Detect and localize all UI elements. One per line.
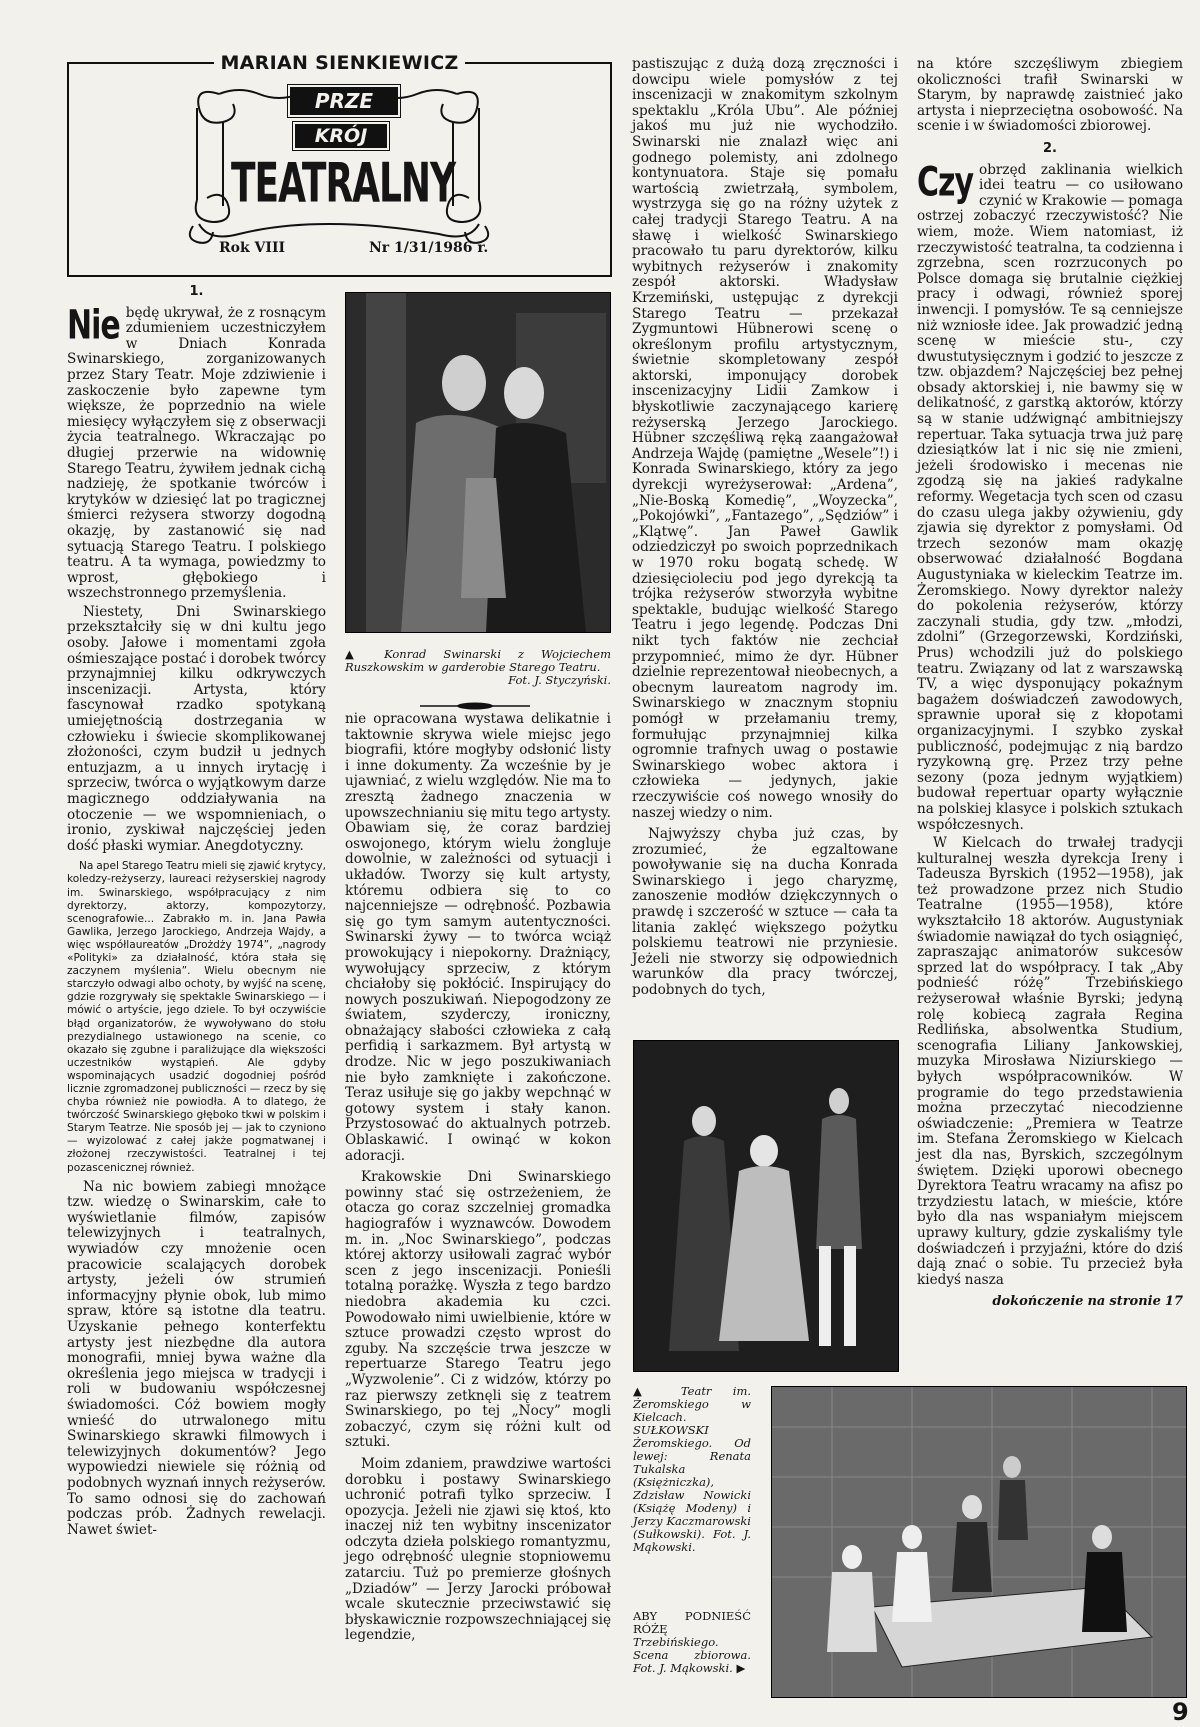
photo-rose-scene <box>771 1386 1187 1698</box>
section-number: 2. <box>1043 140 1057 156</box>
issue-label: Nr 1/31/1986 r. <box>369 240 489 256</box>
article-paragraph: Na nic bowiem zabiegi mnożące tzw. wiedzę o Swinarskim, całe to wyświetlanie filmów, zapisów telewizyjnych i teatralnych, wywiadów czy mnożenie ocen pracowicie scalających dorobek artysty, jeżeli ów strumień informacyjny płynie obok, lub mimo spraw, które są istotne dla teatru. Uzyskanie pełnego konterfektu artysty jest niezbędne dla autora monografii, mniej bywa ważne dla określenia jego miejsca w tradycji i roli w budowaniu współczesnej świadomości. Cóż bowiem mogły wnieść do utrwalonego mitu Swinarskiego skrawki filmowych i telewizyjnych dokumentów? Jego wypowiedzi niewiele się różnią od podobnych wyznań innych reżyserów. To samo odnosi się do zachowań podczas prób. Żadnych rewelacji. Nawet świet- <box>67 1178 326 1538</box>
page-number: 9 <box>1172 1698 1189 1726</box>
logo-word-1: PRZE <box>290 87 398 115</box>
section-number: 1. <box>189 284 204 299</box>
small-paragraph: Na apel Starego Teatru mieli się zjawić krytycy, koledzy-reżyserzy, laureaci reżyserskiej nagrody im. Swinarskiego, współpracujący z nim dyrektorzy, aktorzy, kompozytorzy, scenografowie... Zabrakło m. in. Jana Pawła Gawlika, Jerzego Jarockiego, Andrzeja Wajdy, a więc współlaureatów „Drożdży 1974”, „nagrody «Polityki» za działalność, która stała się zaczynem myślenia”. Wielu obecnym nie starczyło odwagi albo ochoty, by wyjść na scenę, gdzie rozgrywały się spektakle Swinarskiego — i mówić o artyście, jego dziele. To był oczywiście błąd organizatorów, że wywoływano do stołu prezydialnego ustawionego na scenie, co okazało się zgubne i paraliżujące dla większości uczestników wystąpień. Ale gdyby wspominających usadzić dogodniej pośród licznie zgromadzonej publiczności — rzecz by się chyba również nie powiodła. A to dlatego, że twórczość Swinarskiego głęboko tkwi w polskim i Starym Teatrze. Nie sposób jej — jak to czyniono — wyizolować z całej jakże pogmatwanej i złożonej rzeczywistości. Teatralnej i tej pozascenicznej również. <box>67 860 327 1174</box>
article-paragraph: W Kielcach do trwałej tradycji kulturalnej weszła dyrekcja Ireny i Tadeusza Byrskich (1952—1958), jak też prowadzone przez nich Studio Teatralne (1955—1958), które wykształciło 18 aktorów. Augustyniak świadomie nawiązał do tych osiągnięć, zapraszając animatorów sukcesów sprzed lat do współpracy. I tak „Aby podnieść różę” Trzebińskiego reżyserował właśnie Byrski; jedyną rolę kobiecą zagrała Regina Redlińska, absolwentka Studium, scenografia Liliany Jankowskiej, muzyka Mirosława Niziurskiego — byłych współpracowników. W programie do tego przedstawienia można przeczytać niecodzienne oświadczenie: „Premiera w Teatrze im. Stefana Żeromskiego w Kielcach jest dla nas, Byrskich, szczególnym świętem. Dzięki uporowi obecnego Dyrektora Teatru wracamy na afisz po trzydziestu latach, w mieście, które było dla nas wspaniałym miejscem uprawy kultury, gdzie zyskaliśmy tyle doświadczeń i przyjaźni, które do dziś dają znać o sobie. Tu przecież była kiedyś nasza <box>917 835 1183 1288</box>
photo-swinarski-dressing-room <box>345 292 611 633</box>
column-3 <box>632 57 898 1002</box>
article-paragraph: Najwyższy chyba już czas, by zrozumieć, że egzaltowane powoływanie się na ducha Konrada Swinarskiego i jego charyzmę, zanoszenie modłów dziękczynnych o prawdę i szczerość w sztuce — cała ta litania zaklęć większego pożytku polskiemu teatrowi nie przyniesie. Jeżeli nie stworzy się odpowiednich warunków dla pracy twórczej, podobnych do tych, <box>632 826 898 999</box>
article-paragraph: Krakowskie Dni Swinarskiego powinny stać się ostrzeżeniem, że otacza go coraz szczelniej gromadka hagiografów i wyznawców. Dowodem m. in. „Noc Swinarskiego”, podczas której aktorzy usiłowali zagrać wybór scen z jego inscenizacji. Ponieśli totalną porażkę. Wyszła z tego bardzo niedobra akademia ku czci. Powodowało nimi uwielbienie, które w sztuce prowadzi często wprost do zguby. Na szczęście trwa jeszcze w repertuarze Starego Teatru jego „Wyzwolenie”. Ci z widzów, którzy po raz pierwszy zetknęli się z teatrem Swinarskiego, po tej „Nocy” mogli zobaczyć, czym się różni kult od sztuki. <box>345 1169 611 1451</box>
column-2 <box>345 712 611 1647</box>
photo3-caption-title: ABY PODNIEŚĆ RÓŻĘ <box>633 1609 751 1636</box>
year-label: Rok VIII <box>219 240 286 256</box>
column-1 <box>67 282 326 1541</box>
article-paragraph: pastiszując z dużą dozą zręczności i dowcipu wiele pomysłów z tej inscenizacji w znakomitym szkolnym spektaklu „Króla Ubu”. Ale później jakoś mu już nie wychodziło. Swinarski nie znalazł więc ani godnego polemisty, ani zdolnego kontynuatora. Staje się pomału wartością zwietrzałą, symbolem, wystrzyga się go na różny użytek z całej tradycji Starego Teatru. A na sławę i wielkość Swinarskiego pracowało tu paru dyrektorów, kilku wybitnych reżyserów i znakomity zespół aktorski. Władysław Krzemiński, ustępując z dyrekcji Starego Teatru — przekazał Zygmuntowi Hübnerowi scenę o określonym profilu artystycznym, świetnie skompletowany zespół aktorski, imponujący dorobek inscenizacyjny Lidii Zamkow i błyskotliwie zaczynającego karierę reżyserską Jerzego Jarockiego. Hübner szczęśliwą ręką zaangażował Andrzeja Wajdę (pamiętne „Wesele”!) i Konrada Swinarskiego, który za jego dyrekcji wyreżyserował: „Ardena”, „Nie-Boską Komedię”, „Woyzecka”, „Pokojówki”, „Fantazego”, „Sędziów” i „Klątwę”. Jan Paweł Gawlik odziedziczył po swoich poprzednikach w 1970 roku bogatą schedę. W dziesięcioleciu pod jego dyrekcją ta trójka reżyserów stworzyła wybitne spektakle, budując wielkość Starego Teatru i jego legendę. Podczas Dni nikt tych faktów nie zechciał przypomnieć, mimo że dyr. Hübner dzielnie reprezentował nieobecnych, a obecnym laureatom nagrody im. Swinarskiego w znacznym stopniu pomógł w przełamaniu tremy, formułując przynajmniej kilka ogromnie trafnych uwag o postawie Swinarskiego wobec aktora i człowieka — jedynych, jakie rzeczywiście coś nowego wnosiły do naszej wiedzy o nim. <box>632 56 898 821</box>
ornament-divider <box>420 695 530 703</box>
column-4 <box>917 57 1183 1310</box>
article-paragraph: obrzęd zaklinania wielkich idei teatru — co usiłowano czynić w Krakowie — pomaga ostrzej zobaczyć rzeczywistość? Nie wiem, może. Wiem natomiast, iż rzeczywistość teatralna, ta codzienna i zgrzebna, scen rozrzuconych po Polsce domaga się brutalnie ciężkiej pracy i odwagi, również sporej inwencji. I pomysłów. Te są cenniejsze niż wzniosłe idee. Jak prowadzić jedną scenę w mieście stu-, czy dwustutysięcznym i godzić to jeszcze z tzw. objazdem? Najczęściej bez pełnej obsady aktorskiej i, nie bawmy się w delikatność, z garstką aktorów, którzy są w stanie udźwignąć ambitniejszy repertuar. Taka sytuacja trwa już parę dziesiątków lat i nic się nie zmieni, jeżeli środowisko i mecenas nie zgodzą się na jakieś radykalne reformy. Wegetacja tych scen od czasu do czasu ulega jakby ożywieniu, gdy zjawia się dyrektor z pomysłami. Od trzech sezonów mam okazję obserwować działalność Bogdana Augustyniaka w kieleckim Teatrze im. Żeromskiego. Nowy dyrektor należy do pokolenia reżyserów, którzy zaczynali studia, gdy tzw. „młodzi, zdolni” (Grzegorzewski, Kordziński, Prus) wchodzili już do polskiego teatru. Związany od lat z warszawską TV, a więc dysponujący pokaźnym bagażem doświadczeń zawodowych, sprawnie uporał się z kłopotami organizacyjnymi. I szybko zyskał publiczność, podejmując z nią bardzo ryzykowną grę. Przez trzy pełne sezony (poza jednym wyjątkiem) budował repertuar oparty wyłącznie na polskiej klasyce i polskich sztukach współczesnych. <box>917 161 1183 833</box>
photo3-caption-text: Trzebińskiego. Scena zbiorowa. Fot. J. Mąkowski. <box>633 1635 751 1675</box>
photo2-caption-text: Teatr im. Żeromskiego w Kielcach. SUŁKOWSKI Żeromskiego. Od lewej: Renata Tukalska (Księżniczka), Zdzisław Nowicki (Książę Modeny) i Jerzy Kaczmarowski (Sułkowski). Fot. J. Mąkowski. <box>633 1384 752 1554</box>
photo1-caption-text: Konrad Swinarski z Wojciechem Ruszkowskim w garderobie Starego Teatru. <box>345 647 611 674</box>
drop-cap: Czy <box>917 158 974 206</box>
photo1-credit: Fot. J. Styczyński. <box>508 673 611 687</box>
masthead-box <box>67 52 612 277</box>
article-paragraph: Niestety, Dni Swinarskiego przekształciły się w dni kultu jego osoby. Jałowe i momentami zgoła ośmieszające postać i dorobek twórcy przynajmniej kilku odkrywczych inscenizacji. Artysta, który fascynował rzadko spotykaną umiejętnością dostrzegania w człowieku i świecie skomplikowanej złożoności, czym budził u jednych entuzjazm, a u innych irytację i sprzeciw, twórca o wyjątkowym darze magicznego oddziaływania na otoczenie — we wspomnieniach, o ironio, zyskiwał najczęściej jeden dość płaski wymiar. Anegdotyczny. <box>67 603 326 854</box>
photo3-caption <box>633 1610 751 1675</box>
triangle-up-icon: ▲ <box>345 647 368 661</box>
stage-figures-icon <box>634 1041 898 1371</box>
article-paragraph: Moim zdaniem, prawdziwe wartości dorobku i postawy Swinarskiego uchronić potrafi tylko sprzeciw. I opozycja. Jeżeli nie zjawi się ktoś, kto inaczej niż ten wybitny inscenizator odczyta dzieła polskiego romantyzmu, jego odrębność ulegnie stopniowemu zatarciu. Tuż po premierze głośnych „Dziadów” — Jerzy Jarocki próbował wcale skutecznie przeciwstawić się błyskawicznie rozpowszechniającej się legendzie, <box>345 1455 611 1644</box>
photo-sulkowski-scene <box>633 1040 899 1372</box>
photo2-caption <box>633 1385 751 1554</box>
photo1-caption <box>345 648 611 687</box>
photo-figures-icon <box>346 293 610 632</box>
triangle-right-icon: ▶ <box>736 1661 746 1675</box>
masthead-author: MARIAN SIENKIEWICZ <box>69 52 610 74</box>
article-paragraph: będę ukrywał, że z rosnącym zdumieniem uczestniczyłem w Dniach Konrada Swinarskiego, zorganizowanych przez Stary Teatr. Moje zdziwienie i zaskoczenie było zapewne tym większe, że poprzednio na wiele miesięcy wyłączyłem się z obserwacji życia teatralnego. Wkraczając po długiej przerwie na widownię Starego Teatru, żywiłem jednak cichą nadzieję, że spotkanie twórców i krytyków w dziesięć lat po tragicznej śmierci reżysera stworzy dogodną okazję, by zastanowić się nad sytuacją Starego Teatru. I polskiego teatru. A ta wymaga, powiedzmy to wprost, głębokiego i wszechstronnego przemyślenia. <box>67 304 326 602</box>
article-paragraph: na które szczęśliwym zbiegiem okoliczności trafił Swinarski w Starym, by naprawdę zaistnieć jako artysta i nieprzeciętna osobowość. Na scenie i w świadomości zbiorowej. <box>917 56 1183 135</box>
logo-word-3: TEATRALNY <box>231 152 456 216</box>
article-paragraph: nie opracowana wystawa delikatnie i taktownie skrywa wiele miejsc jego biografii, które mogłyby odsłonić listy i inne dokumenty. Za wcześnie by je ujawniać, z wielu względów. Nie ma to zresztą żadnego znaczenia w upowszechnianiu się mitu tego artysty. Obawiam się, że coraz bardziej oswojonego, którym wielu żongluje dowolnie, w zależności od sytuacji i układów. Tworzy się kult artysty, któremu odbiera się to co najcenniejsze — odrębność. Pozbawia się go tym samym autentyczności. Swinarski żywy — to twórca wciąż prowokujący i niepokorny. Drażniący, wywołujący sprzeciw, z którym chciałoby się pokłócić. Inspirujący do nowych poszukiwań. Niepogodzony ze światem, szyderczy, ironiczny, obnażający słabości człowieka z całą perfidią i sarkazmem. Był artystą w drodze. Nic w jego poszukiwaniach nie było zamknięte i zakończone. Teraz usiłuje się go jakby wepchnąć w gotowy system i stały kanon. Przystosować do aktualnych potrzeb. Oblaskawić. I owinąć w kokon adoracji. <box>345 711 611 1164</box>
continuation-note: dokończenie na stronie 17 <box>992 1294 1183 1310</box>
boxed-paragraph <box>67 860 326 1174</box>
drop-cap: Nie <box>67 301 120 349</box>
logo-word-2: KRÓJ <box>295 124 387 148</box>
triangle-up-icon: ▲ <box>633 1384 660 1398</box>
rose-stage-icon <box>772 1387 1186 1697</box>
